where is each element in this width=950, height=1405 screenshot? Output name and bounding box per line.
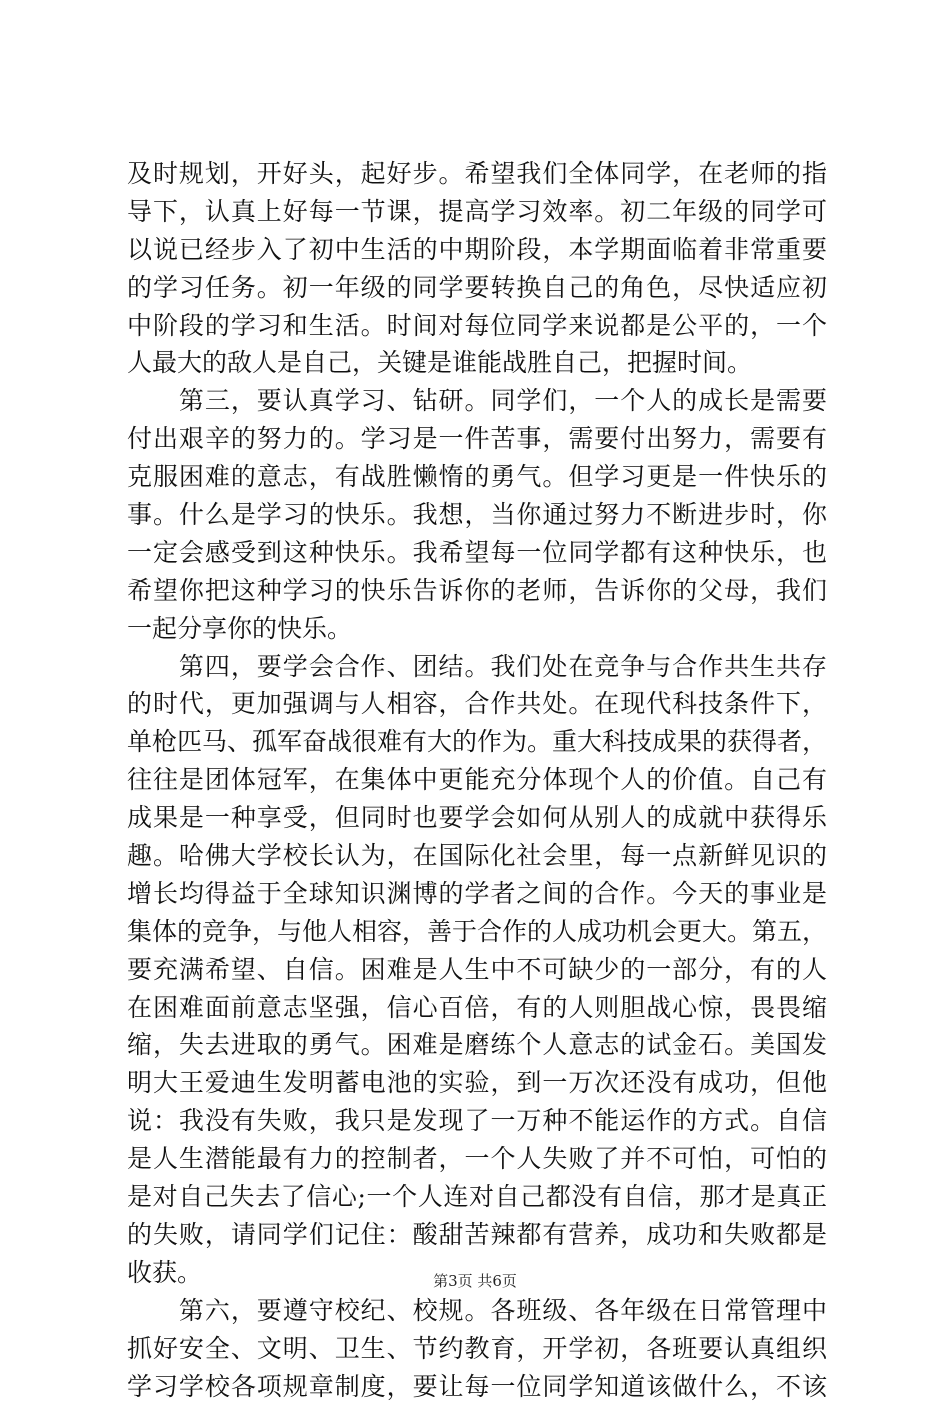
- text-line: 是对自己失去了信心;一个人连对自己都没有自信，那才是真正: [127, 1178, 827, 1216]
- text-line: 要充满希望、自信。困难是人生中不可缺少的一部分，有的人: [127, 951, 827, 989]
- text-line: 第三，要认真学习、钻研。同学们，一个人的成长是需要: [127, 382, 827, 420]
- text-line: 说：我没有失败，我只是发现了一万种不能运作的方式。自信: [127, 1102, 827, 1140]
- text-line: 的时代，更加强调与人相容，合作共处。在现代科技条件下，: [127, 685, 827, 723]
- text-line: 集体的竞争，与他人相容，善于合作的人成功机会更大。第五，: [127, 913, 827, 951]
- text-line: 导下，认真上好每一节课，提高学习效率。初二年级的同学可: [127, 193, 827, 231]
- text-line: 是人生潜能最有力的控制者，一个人失败了并不可怕，可怕的: [127, 1140, 827, 1178]
- text-line: 往往是团体冠军，在集体中更能充分体现个人的价值。自己有: [127, 761, 827, 799]
- text-line: 收获。: [127, 1254, 827, 1292]
- text-line: 人最大的敌人是自己，关键是谁能战胜自己，把握时间。: [127, 344, 827, 382]
- text-line: 单枪匹马、孤军奋战很难有大的作为。重大科技成果的获得者，: [127, 723, 827, 761]
- text-line: 明大王爱迪生发明蓄电池的实验，到一万次还没有成功，但他: [127, 1064, 827, 1102]
- text-line: 抓好安全、文明、卫生、节约教育，开学初，各班要认真组织: [127, 1330, 827, 1368]
- body-text: [127, 155, 827, 1405]
- text-line: 的失败，请同学们记住：酸甜苦辣都有营养，成功和失败都是: [127, 1216, 827, 1254]
- text-line: 增长均得益于全球知识渊博的学者之间的合作。今天的事业是: [127, 875, 827, 913]
- text-line: 希望你把这种学习的快乐告诉你的老师，告诉你的父母，我们: [127, 572, 827, 610]
- text-line: 及时规划，开好头，起好步。希望我们全体同学，在老师的指: [127, 155, 827, 193]
- text-line: 一定会感受到这种快乐。我希望每一位同学都有这种快乐，也: [127, 534, 827, 572]
- text-line: 付出艰辛的努力的。学习是一件苦事，需要付出努力，需要有: [127, 420, 827, 458]
- text-line: 学习学校各项规章制度，要让每一位同学知道该做什么，不该: [127, 1368, 827, 1405]
- text-line: 中阶段的学习和生活。时间对每位同学来说都是公平的，一个: [127, 307, 827, 345]
- text-line: 缩，失去进取的勇气。困难是磨练个人意志的试金石。美国发: [127, 1026, 827, 1064]
- text-line: 事。什么是学习的快乐。我想，当你通过努力不断进步时，你: [127, 496, 827, 534]
- text-line: 趣。哈佛大学校长认为，在国际化社会里，每一点新鲜见识的: [127, 837, 827, 875]
- text-line: 在困难面前意志坚强，信心百倍，有的人则胆战心惊，畏畏缩: [127, 989, 827, 1027]
- text-line: 的学习任务。初一年级的同学要转换自己的角色，尽快适应初: [127, 269, 827, 307]
- text-line: 第六，要遵守校纪、校规。各班级、各年级在日常管理中: [127, 1292, 827, 1330]
- text-line: 一起分享你的快乐。: [127, 610, 827, 648]
- text-line: 以说已经步入了初中生活的中期阶段，本学期面临着非常重要: [127, 231, 827, 269]
- page-footer: 第3页 共6页: [0, 1271, 950, 1291]
- text-line: 成果是一种享受，但同时也要学会如何从别人的成就中获得乐: [127, 799, 827, 837]
- text-line: 第四，要学会合作、团结。我们处在竞争与合作共生共存: [127, 648, 827, 686]
- text-line: 克服困难的意志，有战胜懒惰的勇气。但学习更是一件快乐的: [127, 458, 827, 496]
